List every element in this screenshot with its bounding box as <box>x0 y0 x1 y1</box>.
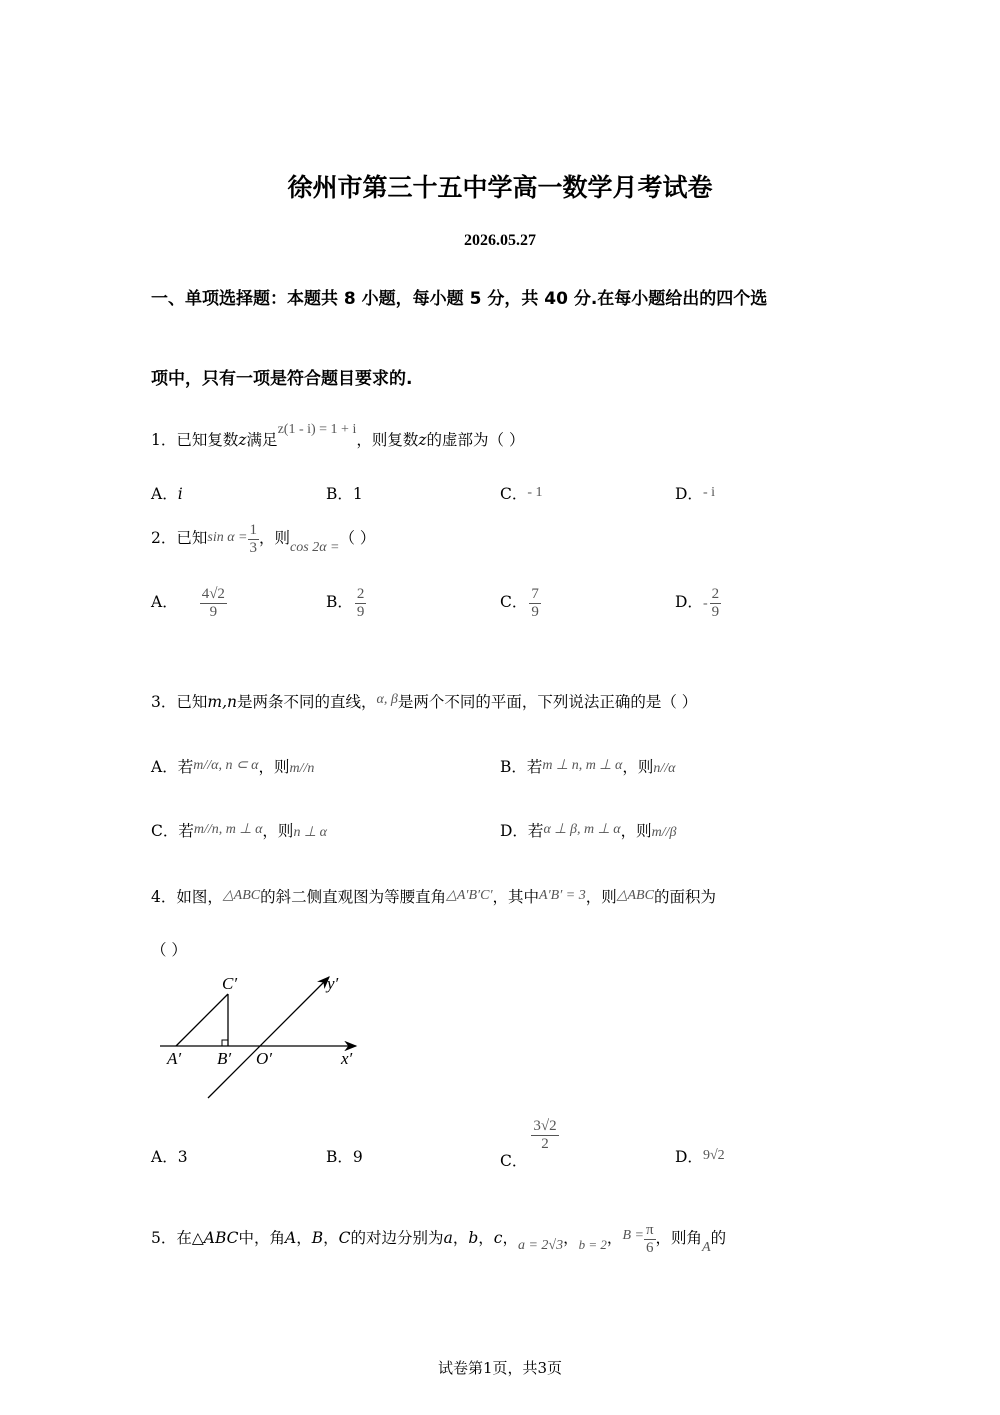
question-4-paren: （ ） <box>151 941 187 959</box>
section-heading-line1: 一、单项选择题：本题共 8 小题，每小题 5 分，共 40 分.在每小题给出的四个选 <box>151 289 768 309</box>
q1-option-c[interactable]: C．- 1 <box>500 485 543 503</box>
right-angle-mark <box>222 1040 228 1046</box>
q1-option-a[interactable]: A．i <box>151 485 183 503</box>
triangle-hypotenuse <box>176 994 228 1046</box>
q4-option-a[interactable]: A．3 <box>151 1148 188 1166</box>
q2-option-a[interactable]: A． $\frac{4√2}{9}$ <box>151 586 225 620</box>
label-y: y′ <box>327 974 339 993</box>
q1-option-d[interactable]: D．- i <box>675 485 715 503</box>
q3-option-d[interactable]: D．若α ⊥ β, m ⊥ α，则m//β <box>500 822 677 840</box>
q3-option-a[interactable]: A．若m//α, n ⊂ α，则m//n <box>151 758 315 776</box>
label-b: B′ <box>217 1049 232 1068</box>
label-x: x′ <box>341 1049 353 1068</box>
question-4: 4．如图，△ABC的斜二侧直观图为等腰直角△A′B′C′，其中A′B′ = 3，则△ABC的面积为 <box>151 888 716 906</box>
question-5: 5．在△ABC中，角A，B，C的对边分别为a，b，c，a = 2√3，$_{b = 2}$，B = $\frac{\pi}{6}$ ，则角A的 <box>151 1222 727 1256</box>
q4-option-c[interactable]: C． $\frac{3√2}{2}$ <box>500 1118 557 1170</box>
question-3: 3．已知m,n是两条不同的直线，α, β是两个不同的平面，下列说法正确的是（ ） <box>151 692 698 711</box>
exam-date: 2026.05.27 <box>464 232 536 249</box>
oblique-projection-figure <box>160 965 370 1105</box>
section-heading-line2: 项中，只有一项是符合题目要求的. <box>151 369 413 389</box>
q2-option-c[interactable]: C． $\frac{7}{9}$ <box>500 586 539 620</box>
question-1: 1．已知复数z满足z(1 - i) = 1 + i，则复数z的虚部为（ ） <box>151 422 525 449</box>
q1-equation: z(1 - i) = 1 + i <box>277 422 357 437</box>
q1-option-b[interactable]: B．1 <box>326 485 363 503</box>
label-c: C′ <box>222 974 238 993</box>
q3-option-c[interactable]: C．若m//n, m ⊥ α，则n ⊥ α <box>151 822 327 840</box>
q4-option-b[interactable]: B．9 <box>326 1148 363 1166</box>
q2-option-d[interactable]: D．- $\frac{2}{9}$ <box>675 586 720 620</box>
q2-fraction: $\frac{1}{3}$ <box>249 522 258 556</box>
page-title: 徐州市第三十五中学高一数学月考试卷 <box>287 173 713 202</box>
label-a: A′ <box>167 1049 182 1068</box>
q4-option-d[interactable]: D．9√2 <box>675 1148 725 1166</box>
page-footer: 试卷第1页，共3页 <box>437 1359 563 1377</box>
label-o: O′ <box>256 1049 272 1068</box>
q2-option-b[interactable]: B． $\frac{2}{9}$ <box>326 586 365 620</box>
q3-option-b[interactable]: B．若m ⊥ n, m ⊥ α，则n//α <box>500 758 676 776</box>
question-2: 2．已知sin α = $\frac{1}{3}$ ，则cos 2α =（ ） <box>151 522 376 556</box>
